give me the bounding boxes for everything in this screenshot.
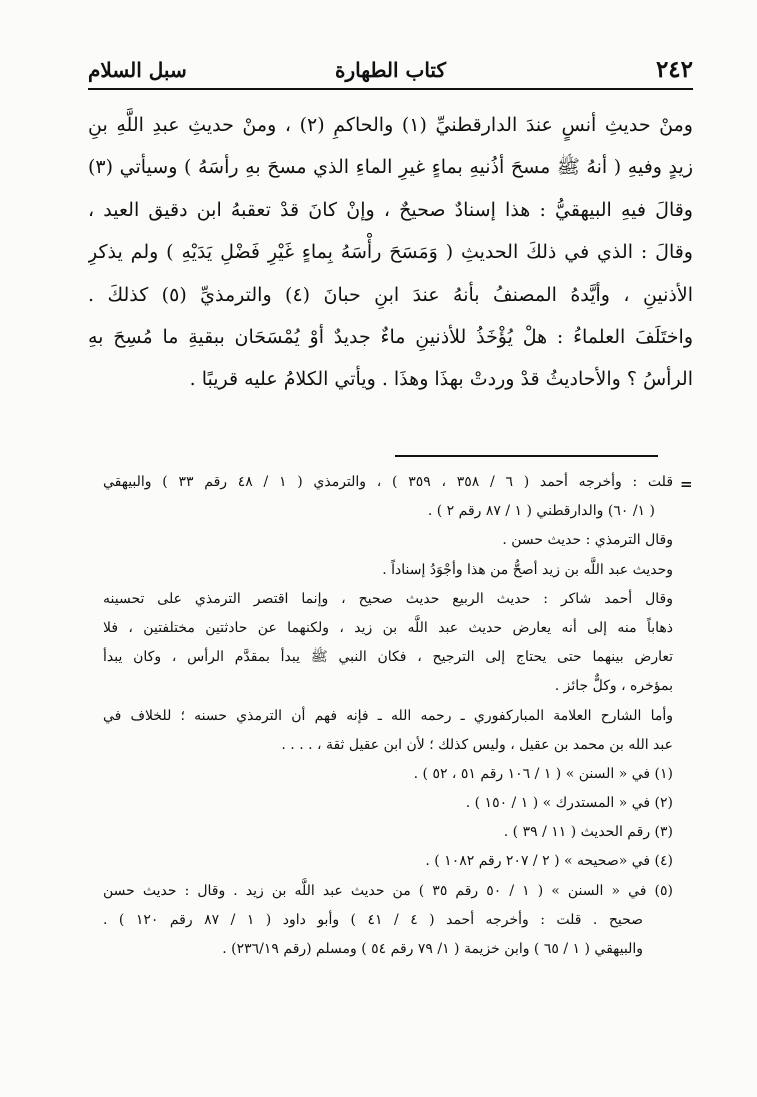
text-line: الرأسُ ؟ والأحاديثُ قدْ وردتْ بهذَا وهذَا . ويأتي الكلامُ عليه قريبًا . [189, 368, 693, 391]
main-text [88, 104, 693, 401]
footnote-line: (٢) في « المستدرك » ( ١ / ١٥٠ ) . [465, 795, 673, 812]
text-line: الأذنينِ ، وأيَّدهُ المصنفُ بأنهُ عندَ ابنِ حبانَ (٤) والترمذيِّ (٥) كذلكَ . [88, 283, 693, 306]
footnote-line: وقال الترمذي : حديث حسن . [502, 532, 673, 549]
text-line: ومنْ حديثِ أنسٍ عندَ الدارقطنيِّ (١) والحاكمِ (٢) ، ومنْ حديثِ عبدِ اللَّهِ بنِ [88, 114, 693, 136]
page-number: ٢٤٢ [655, 56, 693, 83]
footnote-line: قلت : وأخرجه أحمد ( ٦ / ٣٥٨ ، ٣٥٩ ) ، والترمذي ( ١ / ٤٨ رقم ٣٣ ) والبيهقي [103, 474, 673, 490]
footnote-line: وحديث عبد اللَّه بن زيد أصحُّ من هذا وأجْوَدُ إسناداً . [382, 561, 673, 578]
text-line: وقالَ : الذي في ذلكَ الحديثِ ( وَمَسَحَ رأْسَهُ بِماءٍ غَيْرِ فَضْلِ يَدَيْهِ ) ولم يذكرِ [88, 241, 693, 264]
footnote-line: عبد الله بن محمد بن عقيل ، وليس كذلك ؛ لأن ابن عقيل ثقة ، . . . . [281, 736, 673, 753]
text-line: واختَلَفَ العلماءُ : هلْ يُؤْخَذُ للأذنينِ ماءٌ جديدٌ أوْ يُمْسَحَان ببقيةِ ما مُسِحَ بهِ [88, 325, 693, 348]
text-line: زيدٍ وفيهِ ( أنهُ ﷺ مسحَ أذُنيهِ بماءٍ غيرِ الماءِ الذي مسحَ بهِ رأسَهُ ) وسيأتي (٣) [88, 156, 693, 179]
footnote-line: ( ١/ ٦٠) والدارقطني ( ١ / ٨٧ رقم ٢ ) . [427, 503, 655, 520]
continuation-mark: = [680, 475, 693, 493]
header-rule [88, 88, 693, 90]
footnote-line: (٤) في «صحيحه » ( ٢ / ٢٠٧ رقم ١٠٨٢ ) . [425, 853, 673, 870]
footnotes [103, 468, 673, 964]
footnote-line: (٥) في « السنن » ( ١ / ٥٠ رقم ٣٥ ) من حديث عبد اللَّه بن زيد . وقال : حديث حسن [103, 882, 673, 899]
footnote-line: وأما الشارح العلامة المباركفوري ـ رحمه الله ـ فإنه فهم أن الترمذي حسنه ؛ للخلاف في [103, 707, 673, 724]
footnote-separator [395, 455, 658, 457]
footnote-line: (٣) رقم الحديث ( ١١ / ٣٩ ) . [503, 824, 673, 841]
footnote-line: وقال أحمد شاكر : حديث الربيع حديث صحيح ، وإنما اقتصر الترمذي على تحسينه [103, 590, 673, 607]
footnote-line: والبيهقي ( ١ / ٦٥ ) وابن خزيمة ( ١/ ٧٩ رقم ٥٤ ) ومسلم (رقم ٢٣٦/١٩) . [222, 941, 643, 957]
book-title: سبل السلام [88, 58, 187, 82]
footnote-line: تعارض بينهما حتى يحتاج إلى الترجيح ، فكان النبي ﷺ يبدأ بمقدَّم الرأس ، وكان يبدأ [103, 649, 673, 666]
footnote-line: (١) في « السنن » ( ١ / ١٠٦ رقم ٥١ ، ٥٢ ) . [413, 765, 673, 782]
text-line: وقالَ فيهِ البيهقيُّ : هذا إسنادٌ صحيحٌ ، وإنْ كانَ قدْ تعقبهُ ابن دقيق العيد ، [88, 198, 693, 221]
footnote-line: بمؤخره ، وكلٌّ جائز . [554, 678, 673, 695]
footnote-line: ذهاباً منه إلى أنه يعارض حديث عبد اللَّه بن زيد ، ولكنهما عن حادثتين مختلفتين ، فلا [103, 619, 673, 636]
page-header [88, 54, 693, 88]
chapter-title: كتاب الطهارة [335, 58, 446, 82]
footnote-line: صحيح . قلت : وأخرجه أحمد ( ٤ / ٤١ ) وأبو داود ( ١ / ٨٧ رقم ١٢٠ ) . [103, 911, 644, 928]
